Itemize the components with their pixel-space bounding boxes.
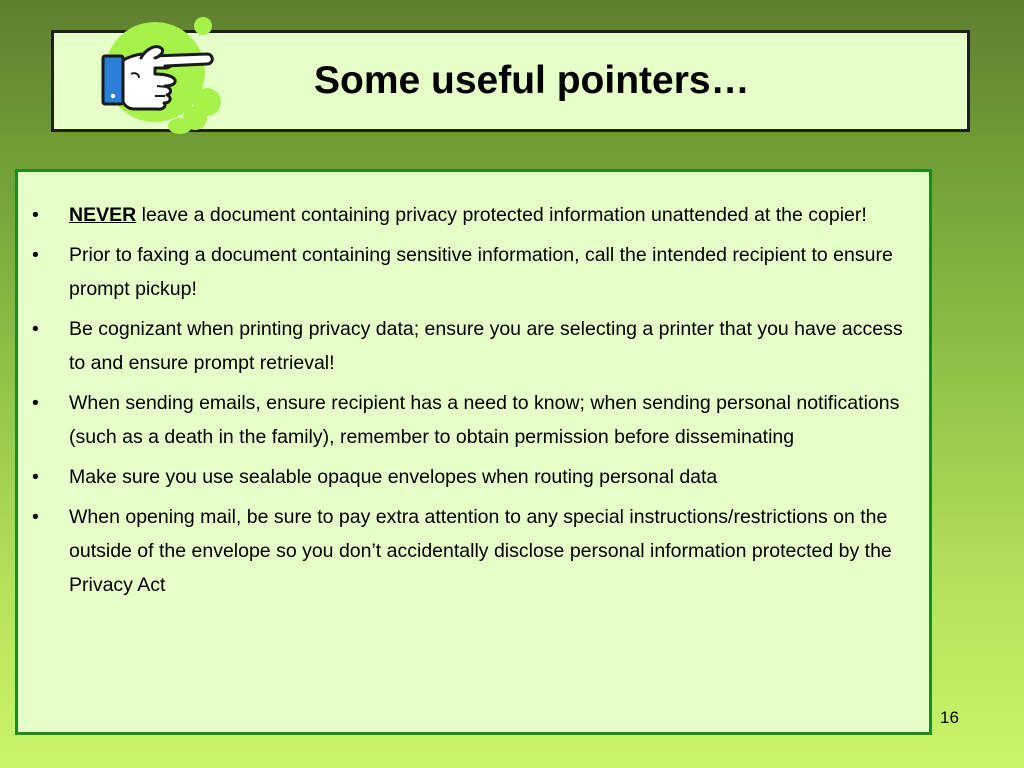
bullet-item (32, 312, 912, 380)
bullet-item (32, 500, 912, 602)
bullet-marker: • (32, 506, 39, 528)
bullet-text: When opening mail, be sure to pay extra attention to any special instructions/restrictions on the outside of the envelope so you don’t accidentally disclose personal information protected by the Privacy Act (69, 506, 892, 596)
bullet-item (32, 198, 912, 232)
page-number: 16 (940, 708, 959, 727)
bullet-list (32, 198, 912, 608)
bullet-marker: • (32, 244, 39, 266)
bullet-marker: • (32, 392, 39, 414)
bullet-text: Make sure you use sealable opaque envelopes when routing personal data (69, 466, 718, 488)
bullet-item (32, 238, 912, 306)
bullet-marker: • (32, 204, 39, 226)
bullet-text: When sending emails, ensure recipient has a need to know; when sending personal notifications (such as a death in the family), remember to obtain permission before disseminating (69, 392, 900, 448)
bullet-item (32, 386, 912, 454)
bullet-text: Prior to faxing a document containing sensitive information, call the intended recipient to ensure prompt pickup! (69, 244, 893, 300)
title-area (314, 33, 967, 129)
bullet-marker: • (32, 466, 39, 488)
bullet-text: Be cognizant when printing privacy data; ensure you are selecting a printer that you have access to and ensure prompt retrieval! (69, 318, 903, 374)
bullet-item (32, 460, 912, 494)
slide-title: Some useful pointers… (314, 59, 750, 102)
bullet-emphasis: NEVER (69, 204, 137, 226)
content-box (15, 169, 932, 735)
bullet-text: leave a document containing privacy protected information unattended at the copier! (136, 204, 867, 226)
bullet-marker: • (32, 318, 39, 340)
pointing-hand-icon (95, 14, 225, 136)
